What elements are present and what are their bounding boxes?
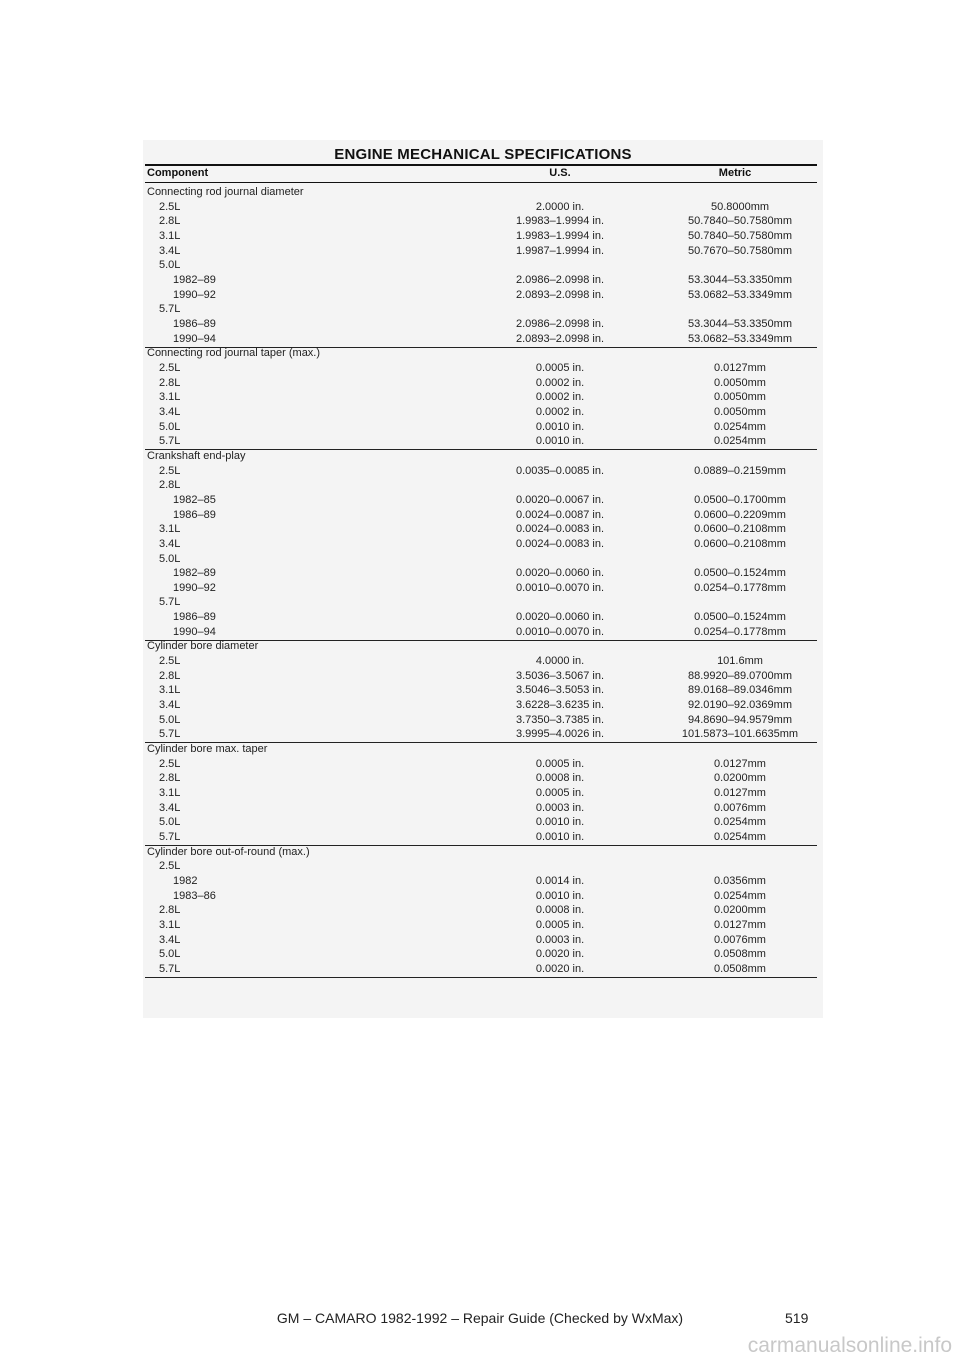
metric-value-cell: 0.0600–0.2108mm [694, 538, 786, 550]
us-value-cell: 2.0893–2.0998 in. [515, 333, 605, 345]
us-value-cell: 3.9995–4.0026 in. [515, 728, 605, 740]
component-cell: 1982–85 [173, 494, 216, 506]
column-header-us: U.S. [549, 167, 571, 179]
metric-value-cell: 101.5873–101.6635mm [681, 728, 799, 740]
metric-value-cell: 0.0889–0.2159mm [694, 465, 786, 477]
component-cell: 1986–89 [173, 611, 216, 623]
us-value-cell: 2.0986–2.0998 in. [515, 274, 605, 286]
table-row [0, 478, 960, 492]
metric-value-cell: 53.3044–53.3350mm [688, 318, 792, 330]
us-value-cell: 0.0003 in. [535, 934, 585, 946]
component-cell: 1990–94 [173, 333, 216, 345]
us-value-cell: 0.0010 in. [535, 890, 585, 902]
table-row [0, 581, 960, 595]
component-cell: 2.8L [159, 377, 181, 389]
table-row [0, 639, 960, 653]
table-row [0, 214, 960, 228]
table-row [0, 713, 960, 727]
table-row [0, 610, 960, 624]
metric-value-cell: 89.0168–89.0346mm [688, 684, 792, 696]
us-value-cell: 0.0010–0.0070 in. [515, 582, 605, 594]
table-row [0, 522, 960, 536]
metric-value-cell: 53.3044–53.3350mm [688, 274, 792, 286]
component-cell: 5.0L [159, 259, 181, 271]
component-cell: Cylinder bore diameter [147, 640, 259, 652]
component-cell: 1983–86 [173, 890, 216, 902]
metric-value-cell: 0.0508mm [714, 963, 766, 975]
us-value-cell: 0.0014 in. [535, 875, 585, 887]
component-cell: 2.5L [159, 758, 181, 770]
metric-value-cell: 94.8690–94.9579mm [688, 714, 792, 726]
component-cell: 3.1L [159, 391, 181, 403]
table-row [0, 845, 960, 859]
table-row [0, 273, 960, 287]
metric-value-cell: 50.7670–50.7580mm [688, 245, 792, 257]
table-row [0, 859, 960, 873]
metric-value-cell: 0.0600–0.2209mm [694, 509, 786, 521]
component-cell: 1982–89 [173, 567, 216, 579]
metric-value-cell: 0.0254mm [714, 435, 766, 447]
metric-value-cell: 101.6mm [717, 655, 763, 667]
table-row [0, 566, 960, 580]
component-cell: 1990–92 [173, 582, 216, 594]
metric-value-cell: 0.0500–0.1524mm [694, 611, 786, 623]
us-value-cell: 0.0020 in. [535, 948, 585, 960]
table-row [0, 962, 960, 976]
us-value-cell: 0.0002 in. [535, 391, 585, 403]
component-cell: 2.5L [159, 362, 181, 374]
metric-value-cell: 0.0600–0.2108mm [694, 523, 786, 535]
component-cell: 5.0L [159, 816, 181, 828]
table-row [0, 537, 960, 551]
us-value-cell: 3.6228–3.6235 in. [515, 699, 605, 711]
metric-value-cell: 0.0356mm [714, 875, 766, 887]
metric-value-cell: 50.7840–50.7580mm [688, 215, 792, 227]
component-cell: 3.4L [159, 406, 181, 418]
us-value-cell: 0.0020–0.0067 in. [515, 494, 605, 506]
us-value-cell: 0.0003 in. [535, 802, 585, 814]
table-row [0, 229, 960, 243]
table-row [0, 727, 960, 741]
component-cell: 3.1L [159, 787, 181, 799]
us-value-cell: 1.9983–1.9994 in. [515, 230, 605, 242]
table-row [0, 317, 960, 331]
table-row [0, 933, 960, 947]
table-row [0, 552, 960, 566]
table-row [0, 185, 960, 199]
component-cell: 3.4L [159, 934, 181, 946]
table-title: ENGINE MECHANICAL SPECIFICATIONS [334, 146, 632, 163]
us-value-cell: 0.0020–0.0060 in. [515, 567, 605, 579]
us-value-cell: 0.0010–0.0070 in. [515, 626, 605, 638]
column-header-metric: Metric [718, 167, 752, 179]
metric-value-cell: 0.0050mm [714, 391, 766, 403]
table-row [0, 698, 960, 712]
component-cell: 3.1L [159, 230, 181, 242]
component-cell: 2.5L [159, 655, 181, 667]
us-value-cell: 0.0010 in. [535, 421, 585, 433]
us-value-cell: 0.0010 in. [535, 816, 585, 828]
component-cell: 5.0L [159, 553, 181, 565]
us-value-cell: 0.0024–0.0083 in. [515, 538, 605, 550]
table-row [0, 420, 960, 434]
component-cell: 2.8L [159, 904, 181, 916]
table-row [0, 757, 960, 771]
component-cell: 1990–94 [173, 626, 216, 638]
us-value-cell: 0.0008 in. [535, 772, 585, 784]
component-cell: 5.7L [159, 596, 181, 608]
us-value-cell: 0.0005 in. [535, 787, 585, 799]
metric-value-cell: 50.7840–50.7580mm [688, 230, 792, 242]
header-rule-bottom [145, 182, 817, 183]
metric-value-cell: 0.0076mm [714, 934, 766, 946]
us-value-cell: 0.0020–0.0060 in. [515, 611, 605, 623]
metric-value-cell: 53.0682–53.3349mm [688, 333, 792, 345]
metric-value-cell: 0.0254mm [714, 816, 766, 828]
table-row [0, 815, 960, 829]
metric-value-cell: 0.0254mm [714, 831, 766, 843]
component-cell: 2.5L [159, 860, 181, 872]
metric-value-cell: 0.0050mm [714, 377, 766, 389]
component-cell: 3.1L [159, 919, 181, 931]
component-cell: 5.0L [159, 948, 181, 960]
us-value-cell: 0.0005 in. [535, 758, 585, 770]
component-cell: 2.5L [159, 201, 181, 213]
metric-value-cell: 0.0254mm [714, 421, 766, 433]
metric-value-cell: 0.0200mm [714, 772, 766, 784]
table-row [0, 947, 960, 961]
us-value-cell: 4.0000 in. [535, 655, 585, 667]
component-cell: 2.8L [159, 215, 181, 227]
us-value-cell: 0.0010 in. [535, 435, 585, 447]
us-value-cell: 1.9983–1.9994 in. [515, 215, 605, 227]
component-cell: 2.8L [159, 479, 181, 491]
table-row [0, 244, 960, 258]
table-row [0, 786, 960, 800]
table-row [0, 200, 960, 214]
footer-title: GM – CAMARO 1982-1992 – Repair Guide (Checked by WxMax) [276, 1310, 684, 1326]
us-value-cell: 0.0010 in. [535, 831, 585, 843]
table-row [0, 332, 960, 346]
table-row [0, 874, 960, 888]
table-row [0, 508, 960, 522]
metric-value-cell: 0.0500–0.1524mm [694, 567, 786, 579]
component-cell: 5.0L [159, 714, 181, 726]
component-cell: 5.7L [159, 728, 181, 740]
component-cell: 3.4L [159, 699, 181, 711]
us-value-cell: 0.0005 in. [535, 362, 585, 374]
metric-value-cell: 0.0127mm [714, 787, 766, 799]
component-cell: 1986–89 [173, 509, 216, 521]
us-value-cell: 3.5046–3.5053 in. [515, 684, 605, 696]
us-value-cell: 0.0035–0.0085 in. [515, 465, 605, 477]
component-cell: Cylinder bore out-of-round (max.) [147, 846, 310, 858]
component-cell: Crankshaft end-play [147, 450, 246, 462]
metric-value-cell: 0.0050mm [714, 406, 766, 418]
us-value-cell: 0.0005 in. [535, 919, 585, 931]
watermark-text: carmanualsonline.info [747, 1334, 952, 1357]
component-cell: 5.7L [159, 831, 181, 843]
table-row [0, 346, 960, 360]
metric-value-cell: 0.0254mm [714, 890, 766, 902]
component-cell: 5.7L [159, 963, 181, 975]
component-cell: 2.8L [159, 772, 181, 784]
component-cell: 1982 [173, 875, 198, 887]
table-row [0, 390, 960, 404]
metric-value-cell: 0.0127mm [714, 362, 766, 374]
metric-value-cell: 0.0508mm [714, 948, 766, 960]
component-cell: 5.7L [159, 303, 181, 315]
table-row [0, 595, 960, 609]
table-row [0, 493, 960, 507]
table-row [0, 258, 960, 272]
component-cell: 1990–92 [173, 289, 216, 301]
table-row [0, 434, 960, 448]
metric-value-cell: 53.0682–53.3349mm [688, 289, 792, 301]
component-cell: Connecting rod journal taper (max.) [147, 347, 321, 359]
table-row [0, 669, 960, 683]
component-cell: 1982–89 [173, 274, 216, 286]
table-row [0, 889, 960, 903]
us-value-cell: 0.0002 in. [535, 406, 585, 418]
us-value-cell: 2.0000 in. [535, 201, 585, 213]
us-value-cell: 1.9987–1.9994 in. [515, 245, 605, 257]
component-cell: 3.4L [159, 538, 181, 550]
component-cell: 3.4L [159, 245, 181, 257]
metric-value-cell: 0.0200mm [714, 904, 766, 916]
metric-value-cell: 92.0190–92.0369mm [688, 699, 792, 711]
us-value-cell: 2.0893–2.0998 in. [515, 289, 605, 301]
us-value-cell: 0.0020 in. [535, 963, 585, 975]
table-row [0, 288, 960, 302]
table-row [0, 449, 960, 463]
us-value-cell: 2.0986–2.0998 in. [515, 318, 605, 330]
metric-value-cell: 88.9920–89.0700mm [688, 670, 792, 682]
table-row [0, 801, 960, 815]
header-rule-top [145, 164, 817, 166]
component-cell: 2.8L [159, 670, 181, 682]
table-row [0, 918, 960, 932]
us-value-cell: 0.0024–0.0087 in. [515, 509, 605, 521]
metric-value-cell: 0.0076mm [714, 802, 766, 814]
table-row [0, 405, 960, 419]
component-cell: Cylinder bore max. taper [147, 743, 268, 755]
table-row [0, 771, 960, 785]
table-row [0, 903, 960, 917]
component-cell: 5.0L [159, 421, 181, 433]
component-cell: 2.5L [159, 465, 181, 477]
us-value-cell: 0.0008 in. [535, 904, 585, 916]
table-row [0, 625, 960, 639]
component-cell: Connecting rod journal diameter [147, 186, 304, 198]
metric-value-cell: 0.0254–0.1778mm [694, 582, 786, 594]
metric-value-cell: 0.0254–0.1778mm [694, 626, 786, 638]
table-row [0, 683, 960, 697]
component-cell: 5.7L [159, 435, 181, 447]
metric-value-cell: 0.0127mm [714, 919, 766, 931]
us-value-cell: 3.7350–3.7385 in. [515, 714, 605, 726]
component-cell: 3.1L [159, 684, 181, 696]
component-cell: 1986–89 [173, 318, 216, 330]
table-row [0, 830, 960, 844]
component-cell: 3.1L [159, 523, 181, 535]
column-header-component: Component [147, 167, 209, 179]
metric-value-cell: 0.0127mm [714, 758, 766, 770]
us-value-cell: 3.5036–3.5067 in. [515, 670, 605, 682]
us-value-cell: 0.0002 in. [535, 377, 585, 389]
metric-value-cell: 50.8000mm [710, 201, 770, 213]
table-row [0, 464, 960, 478]
us-value-cell: 0.0024–0.0083 in. [515, 523, 605, 535]
table-row [0, 654, 960, 668]
metric-value-cell: 0.0500–0.1700mm [694, 494, 786, 506]
page-number: 519 [785, 1310, 809, 1326]
table-row [0, 361, 960, 375]
table-row [0, 376, 960, 390]
section-divider [145, 977, 817, 978]
component-cell: 3.4L [159, 802, 181, 814]
table-row [0, 302, 960, 316]
table-row [0, 742, 960, 756]
